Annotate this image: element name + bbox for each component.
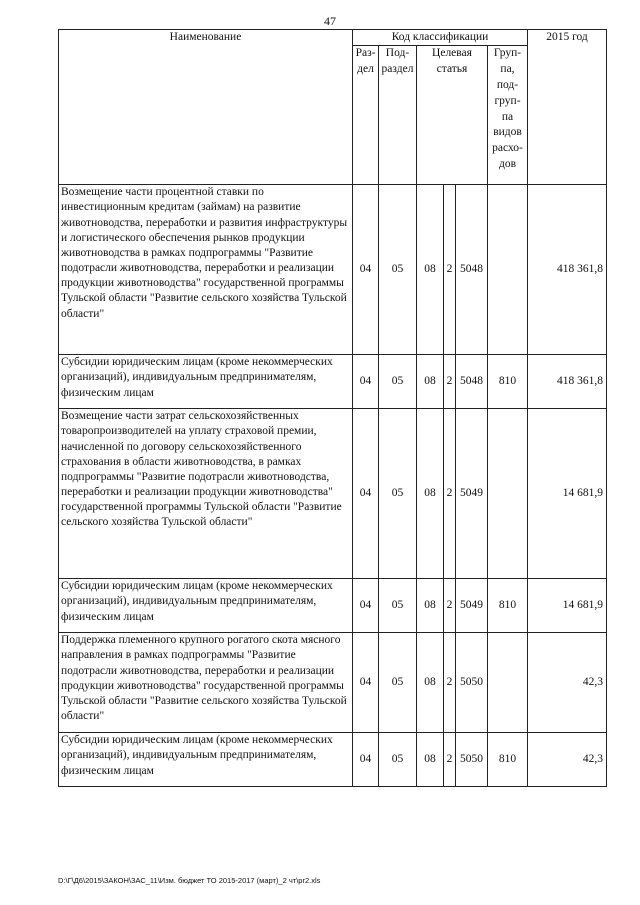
row-target-program: 08 [417,355,444,409]
row-group [488,409,528,579]
col-header-year: 2015 год [528,30,607,185]
row-target-program: 08 [417,579,444,633]
row-target-code: 5048 [456,185,488,355]
row-section: 04 [353,185,379,355]
row-target-program: 08 [417,185,444,355]
table-row [59,355,607,409]
row-section: 04 [353,355,379,409]
col-header-target: Целевая статья [417,46,488,185]
col-header-group: Груп- па, под- груп- па видов расхо- дов [488,46,528,185]
col-header-code-group: Код классификации [353,30,528,46]
table-row [59,733,607,787]
page-number: 47 [324,14,336,28]
row-amount: 14 681,9 [528,579,607,633]
row-target-code: 5049 [456,579,488,633]
col-header-section: Раз- дел [353,46,379,185]
row-subsection: 05 [379,185,417,355]
row-target-code: 5050 [456,633,488,733]
row-subsection: 05 [379,409,417,579]
row-group [488,633,528,733]
table-row [59,185,607,355]
row-section: 04 [353,579,379,633]
row-section: 04 [353,733,379,787]
row-amount: 418 361,8 [528,185,607,355]
row-name: Субсидии юридическим лицам (кроме некоммерческих организаций), индивидуальным предпринимателям, физическим лицам [59,355,353,409]
row-amount: 42,3 [528,733,607,787]
row-amount: 42,3 [528,633,607,733]
col-header-name: Наименование [59,30,353,185]
table-row [59,579,607,633]
row-subsection: 05 [379,733,417,787]
row-name: Субсидии юридическим лицам (кроме некоммерческих организаций), индивидуальным предпринимателям, физическим лицам [59,579,353,633]
row-subsection: 05 [379,633,417,733]
row-name: Возмещение части процентной ставки по инвестиционным кредитам (займам) на развитие животноводства, переработки и развития инфраструктуры и логистического обеспечения рынков продукции животноводства в рамках подпрограммы "Развитие подотрасли животноводства, переработки и реализации продукции животноводства" государственной программы Тульской области "Развитие сельского хозяйства Тульской области" [59,185,353,355]
row-target-subprogram: 2 [444,409,456,579]
row-target-code: 5048 [456,355,488,409]
row-subsection: 05 [379,355,417,409]
row-group: 810 [488,579,528,633]
row-target-subprogram: 2 [444,185,456,355]
row-target-program: 08 [417,409,444,579]
header-row-top [59,30,607,46]
row-amount: 14 681,9 [528,409,607,579]
row-group: 810 [488,733,528,787]
row-name: Поддержка племенного крупного рогатого скота мясного направления в рамках подпрограммы "Развитие подотрасли животноводства, переработки и реализации продукции животноводства" государственной программы Тульской области "Развитие сельского хозяйства Тульской области" [59,633,353,733]
row-target-subprogram: 2 [444,633,456,733]
row-target-program: 08 [417,633,444,733]
row-target-subprogram: 2 [444,733,456,787]
row-group: 810 [488,355,528,409]
row-group [488,185,528,355]
col-header-subsection: Под- раздел [379,46,417,185]
row-target-code: 5049 [456,409,488,579]
file-path-footer: D:\Г\Д6\2015\ЗАКОН\ЗАС_11\Изм. бюджет ТО 2015-2017 (март)_2 чт\pr2.xls [58,876,321,885]
row-section: 04 [353,633,379,733]
row-target-program: 08 [417,733,444,787]
table-row [59,409,607,579]
row-target-subprogram: 2 [444,355,456,409]
table-row [59,633,607,733]
row-amount: 418 361,8 [528,355,607,409]
row-target-subprogram: 2 [444,579,456,633]
budget-table [58,29,607,787]
row-target-code: 5050 [456,733,488,787]
row-subsection: 05 [379,579,417,633]
row-name: Субсидии юридическим лицам (кроме некоммерческих организаций), индивидуальным предпринимателям, физическим лицам [59,733,353,787]
row-name: Возмещение части затрат сельскохозяйственных товаропроизводителей на уплату страховой премии, начисленной по договору сельскохозяйственного страхования в области животноводства, в рамках подпрограммы "Развитие подотрасли животноводства, переработки и реализации продукции животноводства" государственной программы Тульской области "Развитие сельского хозяйства Тульской области" [59,409,353,579]
row-section: 04 [353,409,379,579]
